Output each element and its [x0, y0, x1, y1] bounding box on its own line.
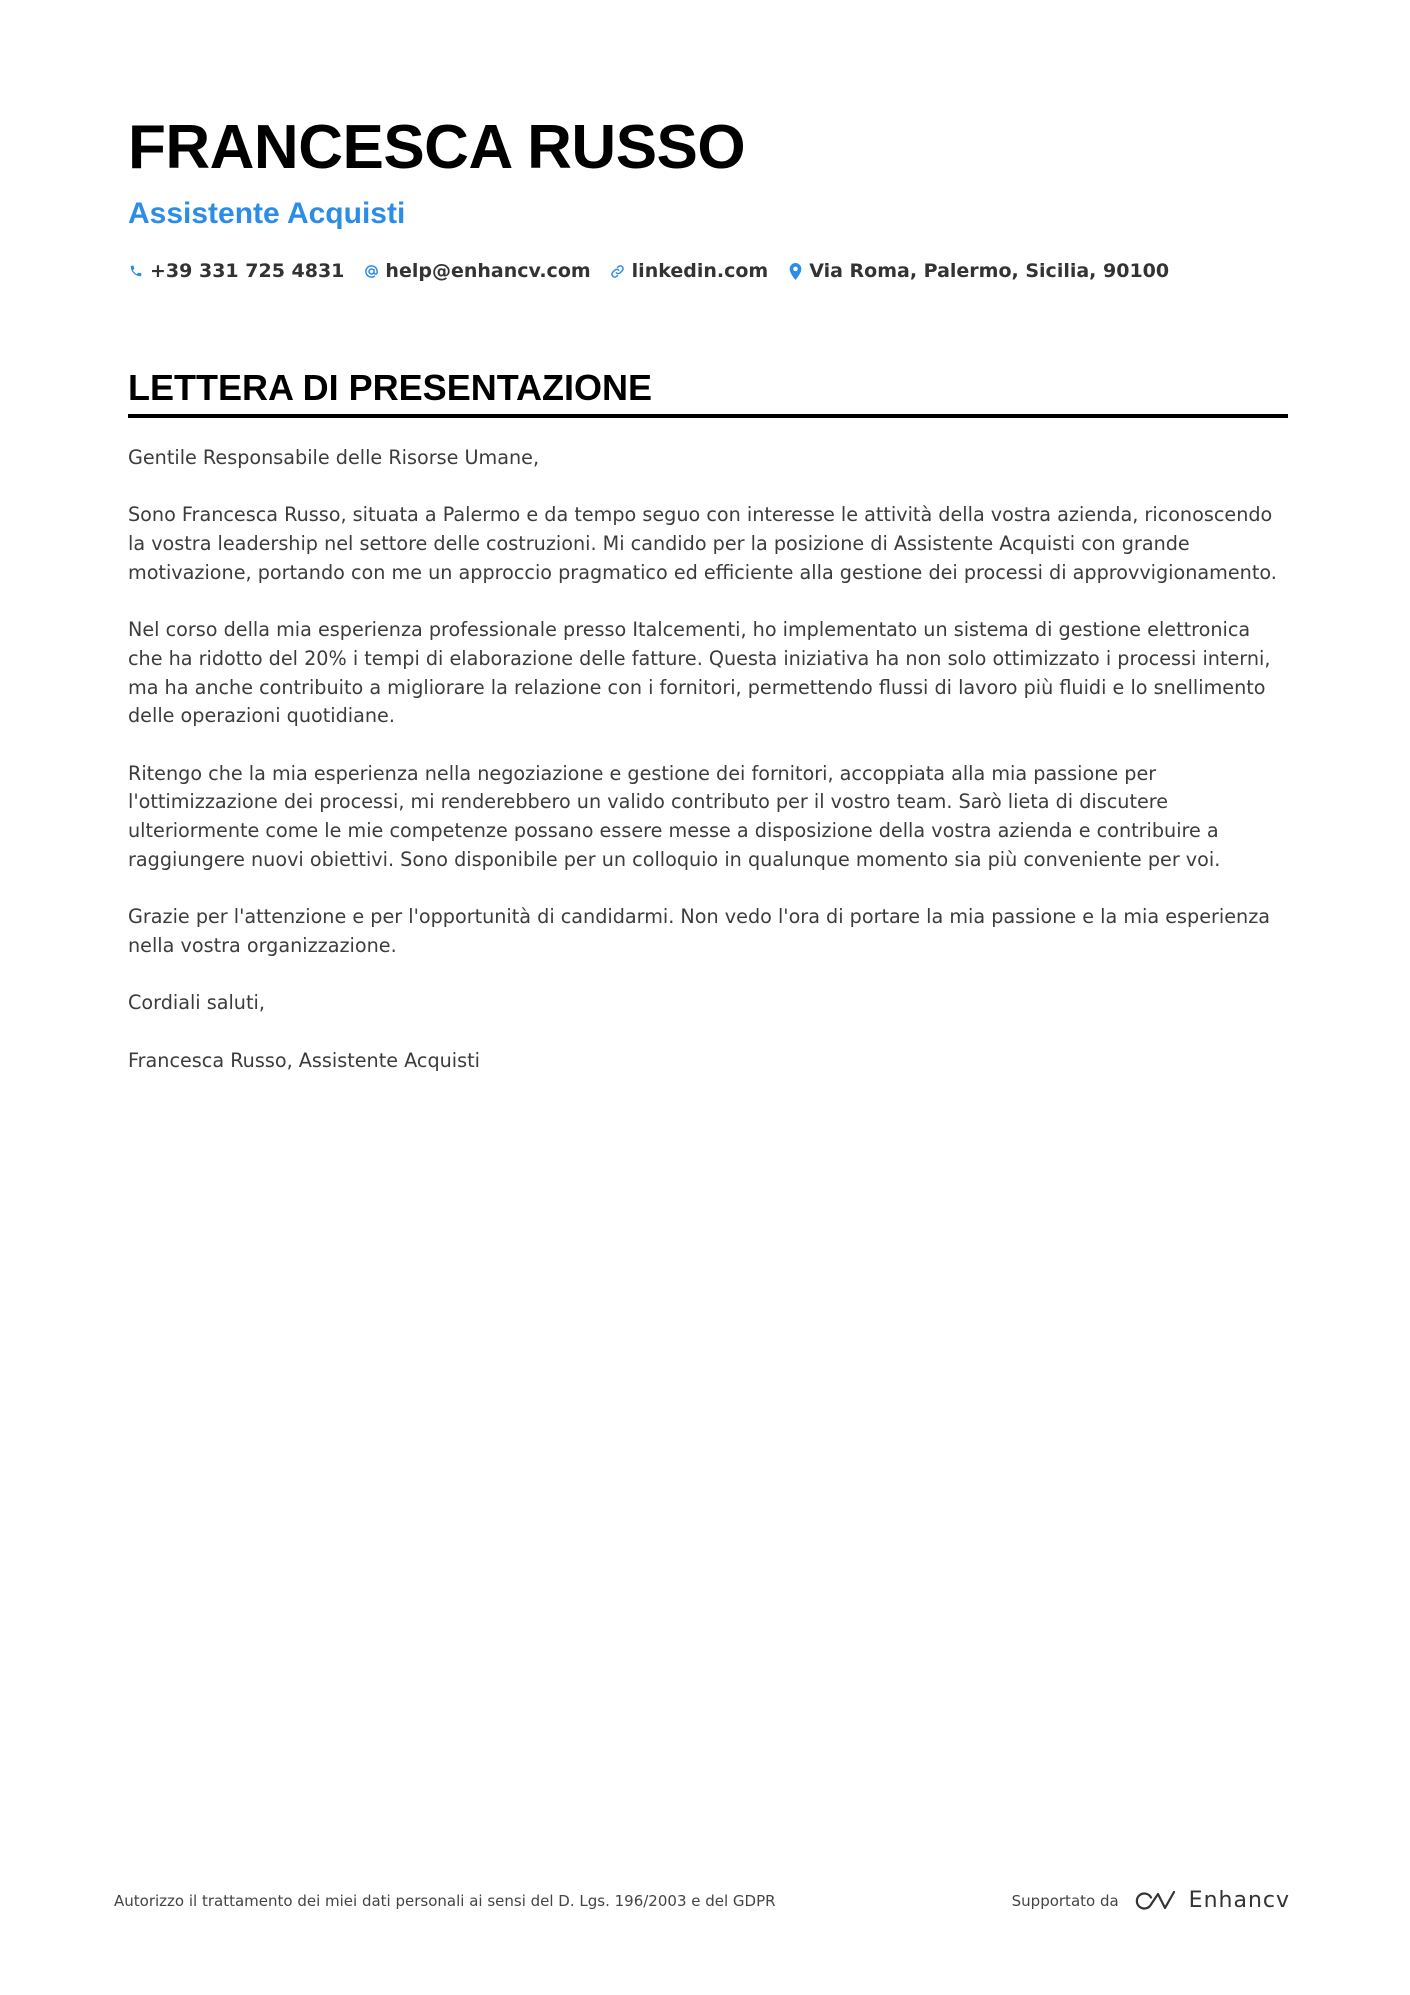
contact-linkedin[interactable]	[610, 260, 769, 282]
letter-signature: Francesca Russo, Assistente Acquisti	[128, 1048, 480, 1072]
contact-address-text: Via Roma, Palermo, Sicilia, 90100	[809, 260, 1170, 282]
contact-email[interactable]	[363, 260, 590, 282]
enhancv-logo-icon	[1131, 1889, 1177, 1913]
letter-paragraph: Grazie per l'attenzione e per l'opportunità di candidarmi. Non vedo l'ora di portare la mia passione e la mia esperienza nella vostra organizzazione.	[128, 905, 1271, 957]
letter-paragraph: Sono Francesca Russo, situata a Palermo e da tempo seguo con interesse le attività della vostra azienda, riconoscendo la vostra leadership nel settore delle costruzioni. Mi candido per la posizione di Assistente Acquisti con grande motivazione, portando con me un approccio pragmatico ed efficiente alla gestione dei processi di approvvigionamento.	[128, 503, 1277, 584]
contact-email-text[interactable]: help@enhancv.com	[385, 260, 591, 282]
footer	[114, 1888, 1290, 1913]
enhancv-brand-text[interactable]: Enhancv	[1188, 1888, 1290, 1913]
letter-body	[128, 444, 1288, 1075]
section-title: LETTERA DI PRESENTAZIONE	[128, 366, 1288, 418]
gdpr-consent-text: Autorizzo il trattamento dei miei dati personali ai sensi del D. Lgs. 196/2003 e del GDPR	[114, 1891, 776, 1910]
letter-salutation: Gentile Responsabile delle Risorse Umane,	[128, 446, 540, 469]
at-icon	[363, 262, 379, 280]
contact-linkedin-text[interactable]: linkedin.com	[631, 260, 769, 282]
contact-phone	[128, 260, 344, 282]
phone-icon	[128, 262, 144, 280]
cover-letter-section	[128, 366, 1288, 1104]
letter-paragraph: Ritengo che la mia esperienza nella negoziazione e gestione dei fornitori, accoppiata alla mia passione per l'ottimizzazione dei processi, mi renderebbero un valido contributo per il vostro team. Sarò lieta di discutere ulteriormente come le mie competenze possano essere messe a disposizione della vostra azienda e contribuire a raggiungere nuovi obiettivi. Sono disponibile per un colloquio in qualunque momento sia più conveniente per voi.	[128, 761, 1221, 871]
powered-by-label: Supportato da	[1011, 1891, 1119, 1910]
letter-closing: Cordiali saluti,	[128, 991, 265, 1015]
candidate-role: Assistente Acquisti	[128, 197, 406, 230]
letter-paragraph: Nel corso della mia esperienza professionale presso Italcementi, ho implementato un sistema di gestione elettronica che ha ridotto del 20% i tempi di elaborazione delle fatture. Questa iniziativa ha non solo ottimizzato i processi interni, ma ha anche contribuito a migliorare la relazione con i fornitori, permettendo flussi di lavoro più fluidi e lo snellimento delle operazioni quotidiane.	[128, 618, 1271, 728]
contact-phone-text: +39 331 725 4831	[150, 260, 345, 282]
location-pin-icon	[787, 262, 803, 280]
powered-by[interactable]	[1012, 1888, 1290, 1913]
candidate-name: FRANCESCA RUSSO	[128, 113, 746, 182]
contact-address	[787, 260, 1169, 282]
header	[128, 112, 1288, 282]
link-icon	[610, 262, 626, 280]
contact-bar	[128, 260, 1288, 282]
enhancv-brand[interactable]	[1131, 1888, 1290, 1913]
